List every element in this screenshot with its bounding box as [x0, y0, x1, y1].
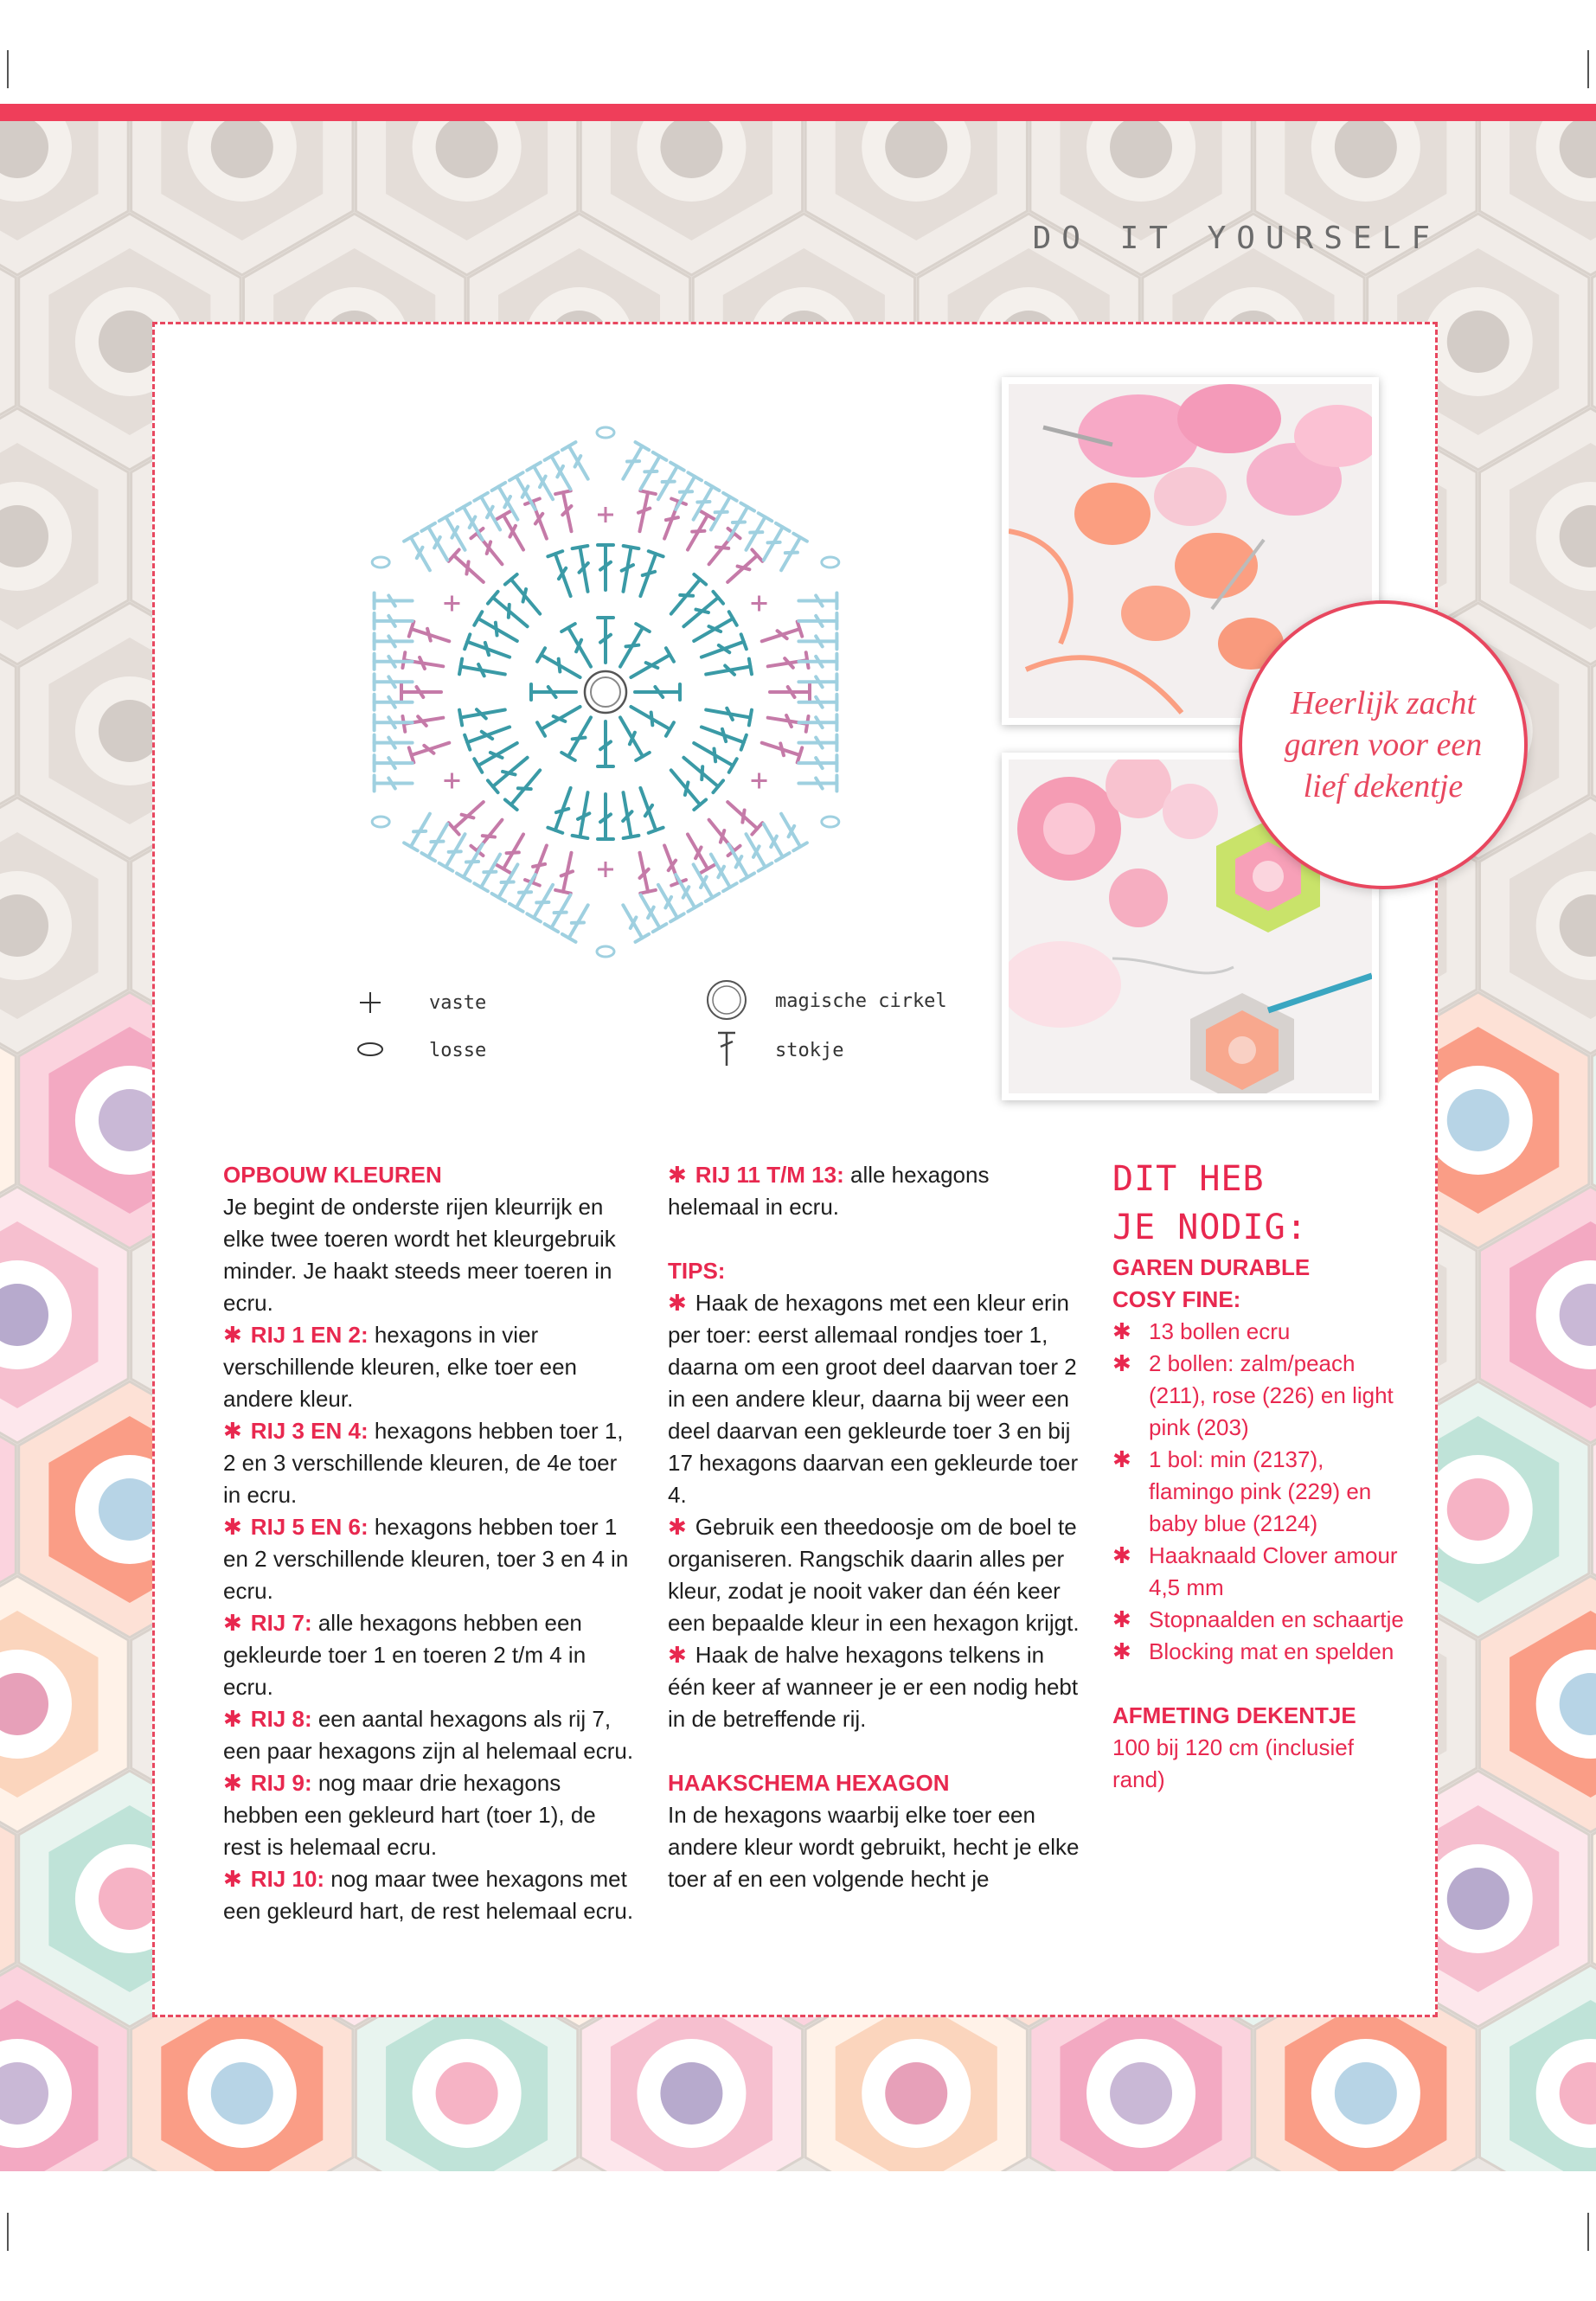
plus-symbol-icon: [752, 596, 767, 612]
crop-mark: [7, 2213, 9, 2251]
double-crochet-icon: [703, 529, 740, 569]
double-crochet-icon: [633, 551, 663, 599]
quote-text: [1285, 683, 1483, 807]
double-crochet-icon: [474, 493, 507, 534]
section-label: DO IT YOURSELF: [1032, 221, 1440, 256]
double-crochet-icon: [375, 593, 413, 609]
asterisk-bullet-icon: ✱: [223, 1418, 242, 1444]
intro-paragraph: Je begint de onderste rijen kleurrijk en elke twee toeren wordt het kleurgebruik minder. Je haakt steeds meer toeren in ecru.: [223, 1194, 616, 1316]
double-crochet-icon: [401, 684, 441, 700]
asterisk-bullet-icon: ✱: [223, 1610, 242, 1636]
double-crochet-icon: [757, 523, 790, 564]
asterisk-bullet-icon: ✱: [1112, 1446, 1131, 1472]
asterisk-bullet-icon: ✱: [1112, 1318, 1131, 1344]
asterisk-bullet-icon: ✱: [1112, 1542, 1131, 1568]
heading-opbouw-kleuren: OPBOUW KLEUREN: [223, 1162, 442, 1188]
double-crochet-icon: [598, 794, 613, 839]
double-crochet-icon: [657, 498, 686, 541]
double-crochet-icon: [722, 549, 762, 587]
double-crochet-icon: [531, 684, 576, 700]
list-item: ✱ RIJ 7: alle hexagons hebben een gekleurde toer 1 en toeren 2 t/m 4 in ecru.: [223, 1610, 586, 1700]
double-crochet-icon: [527, 881, 560, 921]
asterisk-bullet-icon: ✱: [668, 1162, 687, 1188]
double-crochet-icon: [740, 830, 772, 871]
tip-item: ✱ Haak de hexagons met een kleur erin per toer: eerst allemaal rondjes toer 1, daarna om een groot deel daarvan toer 2 in een andere kleur, daarna bij weer een deel daarvan een gekleurde toer 3 en bij 17 hexagons daarvan een gekleurde toer 4.: [668, 1290, 1079, 1508]
list-item: ✱ RIJ 11 T/M 13: alle hexagons helemaal in ecru.: [668, 1162, 990, 1220]
double-crochet-icon: [561, 714, 598, 760]
double-crochet-icon: [471, 529, 508, 569]
double-crochet-icon: [497, 830, 530, 873]
list-item: ✱ RIJ 3 EN 4: hexagons hebben toer 1, 2 en 3 verschillende kleuren, de 4e toer in ecru.: [223, 1418, 624, 1508]
double-crochet-icon: [617, 901, 650, 942]
plus-symbol-icon: [444, 773, 459, 789]
double-crochet-icon: [627, 700, 674, 736]
double-crochet-icon: [465, 720, 512, 750]
double-crochet-icon: [798, 674, 836, 689]
double-crochet-icon: [798, 633, 836, 649]
double-crochet-icon: [404, 810, 437, 850]
background-hexagon-dot: [211, 116, 273, 178]
double-crochet-icon: [722, 796, 762, 834]
double-crochet-icon: [651, 881, 684, 921]
double-crochet-icon: [375, 735, 413, 751]
double-crochet-icon: [573, 792, 596, 838]
double-crochet-icon: [527, 463, 560, 503]
crochet-diagram: [329, 407, 952, 1090]
background-hexagon-dot: [885, 2062, 947, 2125]
plus-symbol-icon: [598, 507, 613, 522]
double-crochet-icon: [798, 715, 836, 730]
magic-circle-icon: [708, 981, 746, 1019]
double-crochet-icon: [375, 715, 413, 730]
asterisk-bullet-icon: ✱: [223, 1514, 242, 1540]
double-crochet-icon: [669, 472, 702, 513]
double-crochet-icon: [421, 523, 454, 564]
tip-item: ✱ Gebruik een theedoosje om de boel te organiseren. Rangschik daarin alles per kleur, zodat je nooit vaker dan één keer een bepaalde kleur in een hexagon krijgt.: [668, 1514, 1080, 1636]
size-text: 100 bij 120 cm (inclusief rand): [1112, 1734, 1354, 1792]
double-crochet-icon: [798, 654, 836, 670]
double-crochet-icon: [537, 648, 584, 684]
double-crochet-icon: [409, 735, 452, 762]
double-crochet-icon: [634, 452, 667, 493]
plus-symbol-icon: [444, 596, 459, 612]
double-crochet-icon: [633, 785, 663, 833]
background-hexagon-dot: [1447, 311, 1509, 373]
double-crochet-icon: [421, 820, 454, 861]
double-crochet-icon: [613, 714, 650, 760]
background-hexagon-dot: [1335, 2062, 1397, 2125]
quote-line: lief dekentje: [1303, 768, 1464, 804]
double-crochet-icon: [798, 755, 836, 771]
column-colors: [223, 1159, 638, 1927]
double-crochet-icon: [703, 815, 740, 856]
double-crochet-icon: [740, 513, 772, 554]
legend-vaste: vaste: [429, 992, 487, 1014]
double-crochet-icon: [632, 490, 656, 533]
quote-badge: [1239, 600, 1528, 889]
material-item: ✱ Blocking mat en spelden: [1112, 1636, 1407, 1668]
double-crochet-icon: [439, 513, 472, 554]
double-crochet-icon: [704, 493, 737, 534]
double-crochet-icon: [548, 551, 578, 599]
materials-title: DIT HEB: [1112, 1159, 1265, 1199]
plus-symbol-icon: [752, 773, 767, 789]
double-crochet-icon: [375, 654, 413, 670]
double-crochet-icon: [459, 702, 506, 726]
material-item: ✱ 2 bollen: zalm/peach (211), rose (226) en light pink (203): [1112, 1348, 1407, 1444]
diagram-legend: [358, 981, 947, 1066]
double-crochet-icon: [465, 634, 512, 664]
asterisk-bullet-icon: ✱: [223, 1322, 242, 1348]
list-item: ✱ RIJ 10: nog maar twee hexagons met een gekleurd hart, de rest helemaal ecru.: [223, 1866, 634, 1924]
oval-symbol-icon: [372, 817, 389, 827]
double-crochet-icon: [598, 618, 613, 663]
legend-stokje: stokje: [775, 1040, 844, 1061]
size-heading: AFMETING DEKENTJE: [1112, 1702, 1356, 1728]
asterisk-bullet-icon: ✱: [1112, 1350, 1131, 1376]
double-crochet-icon: [798, 735, 836, 751]
double-crochet-icon: [705, 702, 752, 726]
double-crochet-icon: [760, 622, 802, 649]
double-crochet-icon: [704, 850, 737, 891]
double-crochet-icon: [718, 1033, 735, 1066]
double-crochet-icon: [375, 755, 413, 771]
background-hexagon-dot: [1447, 1868, 1509, 1930]
material-item: ✱ 1 bol: min (2137), flamingo pink (229) en baby blue (2124): [1112, 1444, 1407, 1540]
double-crochet-icon: [471, 815, 508, 856]
double-crochet-icon: [613, 624, 650, 670]
double-crochet-icon: [681, 511, 715, 554]
diagram-symbols: [372, 427, 839, 957]
quote-line: Heerlijk zacht: [1290, 685, 1477, 721]
plus-symbol-icon: [360, 992, 381, 1013]
list-item: ✱ RIJ 5 EN 6: hexagons hebben toer 1 en 2 verschillende kleuren, toer 3 en 4 in ecru.: [223, 1514, 629, 1604]
double-crochet-icon: [757, 820, 790, 861]
background-hexagon-dot: [436, 116, 498, 178]
background-hexagon-dot: [660, 116, 722, 178]
tip-item: ✱ Haak de halve hexagons telkens in één keer af wanneer je er een nodig hebt in de betreffende rij.: [668, 1642, 1079, 1732]
asterisk-bullet-icon: ✱: [223, 1770, 242, 1796]
background-hexagon-dot: [885, 116, 947, 178]
oval-symbol-icon: [597, 427, 614, 438]
double-crochet-icon: [627, 648, 674, 684]
yarn-heading: COSY FINE:: [1112, 1286, 1241, 1312]
double-crochet-icon: [651, 463, 684, 503]
double-crochet-icon: [375, 695, 413, 710]
asterisk-bullet-icon: ✱: [223, 1706, 242, 1732]
list-item: ✱ RIJ 1 EN 2: hexagons in vier verschillende kleuren, elke toer een andere kleur.: [223, 1322, 578, 1412]
double-crochet-icon: [573, 546, 596, 593]
plus-symbol-icon: [598, 862, 613, 877]
double-crochet-icon: [770, 684, 810, 700]
oval-symbol-icon: [358, 1043, 382, 1055]
double-crochet-icon: [525, 498, 554, 541]
double-crochet-icon: [404, 534, 437, 574]
double-crochet-icon: [632, 851, 656, 894]
double-crochet-icon: [699, 720, 747, 750]
double-crochet-icon: [375, 674, 413, 689]
double-crochet-icon: [562, 901, 595, 942]
background-hexagon-dot: [1335, 116, 1397, 178]
heading-tips: TIPS:: [668, 1258, 726, 1284]
double-crochet-icon: [617, 442, 650, 483]
double-crochet-icon: [598, 721, 613, 766]
double-crochet-icon: [439, 830, 472, 871]
double-crochet-icon: [459, 659, 506, 683]
double-crochet-icon: [699, 634, 747, 664]
double-crochet-icon: [635, 684, 680, 700]
double-crochet-icon: [669, 871, 702, 912]
oval-symbol-icon: [822, 557, 839, 567]
column-materials: [1112, 1155, 1407, 1796]
crop-mark: [1587, 2213, 1589, 2251]
double-crochet-icon: [548, 785, 578, 833]
double-crochet-icon: [562, 442, 595, 483]
double-crochet-icon: [525, 843, 554, 885]
background-hexagon-dot: [660, 2062, 722, 2125]
double-crochet-icon: [545, 452, 578, 493]
schema-paragraph: In de hexagons waarbij elke toer een andere kleur wordt gebruikt, hecht je elke toer af en een volgende hecht je: [668, 1802, 1080, 1892]
double-crochet-icon: [510, 871, 542, 912]
legend-losse: losse: [429, 1040, 487, 1061]
double-crochet-icon: [375, 633, 413, 649]
double-crochet-icon: [705, 659, 752, 683]
background-hexagon-dot: [1447, 1089, 1509, 1151]
top-accent-bar: [0, 104, 1596, 121]
heading-haakschema: HAAKSCHEMA HEXAGON: [668, 1770, 950, 1796]
column-tips: [668, 1159, 1083, 1895]
materials-title: JE NODIG:: [1112, 1208, 1308, 1247]
oval-symbol-icon: [822, 817, 839, 827]
double-crochet-icon: [634, 891, 667, 932]
background-hexagon-dot: [211, 2062, 273, 2125]
double-crochet-icon: [774, 810, 807, 850]
asterisk-bullet-icon: ✱: [668, 1290, 687, 1316]
list-item: ✱ RIJ 9: nog maar drie hexagons hebben een gekleurd hart (toer 1), de rest is helemaal ecru.: [223, 1770, 596, 1860]
quote-line: garen voor een: [1284, 727, 1483, 763]
oval-symbol-icon: [372, 557, 389, 567]
background-hexagon-dot: [1447, 1478, 1509, 1541]
double-crochet-icon: [657, 843, 686, 885]
oval-symbol-icon: [597, 946, 614, 957]
double-crochet-icon: [798, 776, 836, 792]
double-crochet-icon: [497, 511, 530, 554]
double-crochet-icon: [681, 830, 715, 873]
crop-mark: [1587, 50, 1589, 88]
material-item: ✱ Stopnaalden en schaartje: [1112, 1604, 1407, 1636]
double-crochet-icon: [555, 490, 579, 533]
double-crochet-icon: [598, 545, 613, 590]
double-crochet-icon: [375, 613, 413, 629]
background-hexagon-dot: [436, 2062, 498, 2125]
material-item: ✱ Haaknaald Clover amour 4,5 mm: [1112, 1540, 1407, 1604]
double-crochet-icon: [555, 851, 579, 894]
asterisk-bullet-icon: ✱: [1112, 1606, 1131, 1632]
legend-magische-cirkel: magische cirkel: [775, 990, 947, 1012]
double-crochet-icon: [545, 891, 578, 932]
double-crochet-icon: [449, 796, 489, 834]
double-crochet-icon: [616, 792, 639, 838]
double-crochet-icon: [774, 534, 807, 574]
double-crochet-icon: [537, 700, 584, 736]
double-crochet-icon: [449, 549, 489, 587]
double-crochet-icon: [409, 622, 452, 649]
double-crochet-icon: [760, 735, 802, 762]
background-hexagon-dot: [1110, 2062, 1172, 2125]
yarn-heading: GAREN DURABLE: [1112, 1254, 1311, 1280]
double-crochet-icon: [798, 695, 836, 710]
double-crochet-icon: [510, 472, 542, 513]
double-crochet-icon: [798, 593, 836, 609]
list-item: ✱ RIJ 8: een aantal hexagons als rij 7, een paar hexagons zijn al helemaal ecru.: [223, 1706, 634, 1764]
asterisk-bullet-icon: ✱: [668, 1642, 687, 1668]
asterisk-bullet-icon: ✱: [223, 1866, 242, 1892]
background-hexagon-dot: [1110, 116, 1172, 178]
material-item: ✱ 13 bollen ecru: [1112, 1316, 1407, 1348]
double-crochet-icon: [561, 624, 598, 670]
double-crochet-icon: [474, 850, 507, 891]
crop-mark: [7, 50, 9, 88]
asterisk-bullet-icon: ✱: [1112, 1638, 1131, 1664]
double-crochet-icon: [798, 613, 836, 629]
asterisk-bullet-icon: ✱: [668, 1514, 687, 1540]
double-crochet-icon: [616, 546, 639, 593]
double-crochet-icon: [375, 776, 413, 792]
magic-circle-icon: [591, 677, 620, 707]
